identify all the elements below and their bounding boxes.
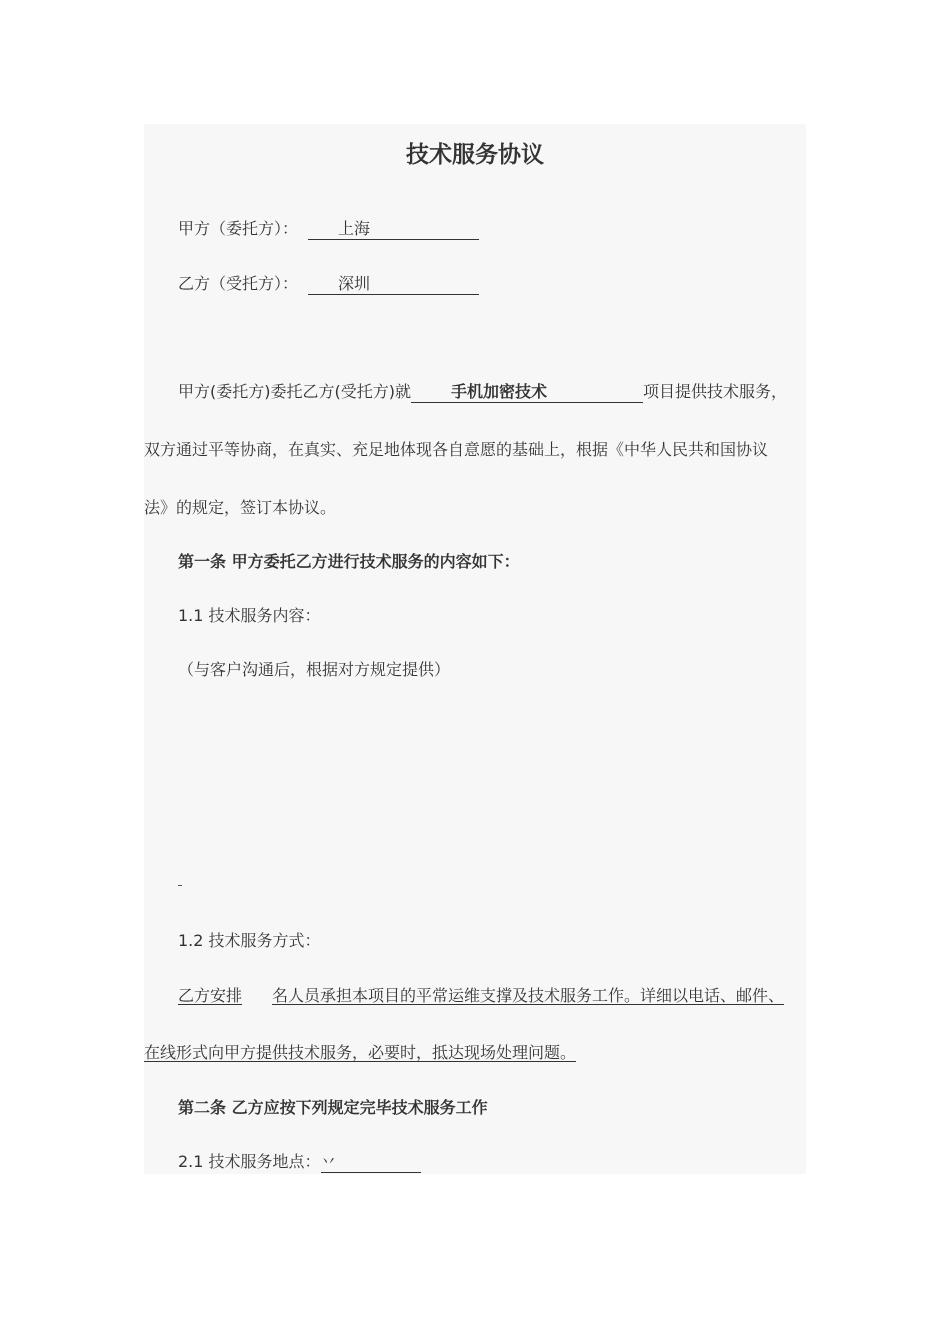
article-1-item-1-note: （与客户沟通后，根据对方规定提供） [178, 660, 451, 679]
article-1-heading: 第一条 甲方委托乙方进行技术服务的内容如下： [178, 552, 520, 571]
article-1-item-2-line-2: 在线形式向甲方提供技术服务，必要时，抵达现场处理问题。 [144, 1043, 577, 1062]
party-a-field [308, 219, 479, 240]
service-arrangement-text-a: 乙方安排 [178, 986, 243, 1005]
article-2-item-1-label: 2.1 技术服务地点： [178, 1152, 321, 1171]
project-field [411, 382, 643, 403]
intro-line-3: 法》的规定，签订本协议。 [144, 498, 337, 517]
article-1-item-2-label: 1.2 技术服务方式： [178, 931, 321, 950]
article-1-item-1-label: 1.1 技术服务内容： [178, 606, 321, 625]
article-2-item-1-row [178, 1151, 421, 1173]
party-b-label: 乙方（受托方）： [178, 274, 299, 293]
party-b-value: 深圳 [338, 274, 371, 293]
service-location-field [321, 1152, 421, 1173]
party-b-row [178, 273, 479, 295]
party-a-value: 上海 [338, 219, 371, 238]
document-title: 技术服务协议 [406, 142, 544, 168]
staff-count-blank [242, 985, 272, 1007]
service-arrangement-text-b: 名人员承担本项目的平常运维支撑及技术服务工作。详细以电话、邮件、 [272, 986, 785, 1005]
party-a-row [178, 218, 479, 240]
intro-text-2: 项目提供技术服务， [642, 382, 787, 401]
article-2-heading: 第二条 乙方应按下列规定完毕技术服务工作 [178, 1098, 488, 1117]
intro-line-2: 双方通过平等协商，在真实、充足地体现各自意愿的基础上，根据《中华人民共和国协议 [144, 440, 769, 459]
project-name: 手机加密技术 [450, 382, 547, 401]
stray-mark [178, 885, 182, 886]
party-a-label: 甲方（委托方）： [178, 219, 299, 238]
party-b-field [308, 274, 479, 295]
service-location-value: 丷 [320, 1152, 337, 1171]
intro-text-1: 甲方(委托方)委托乙方(受托方)就 [178, 382, 411, 401]
article-1-item-2-line-1 [178, 985, 784, 1007]
intro-line-1 [178, 381, 787, 403]
